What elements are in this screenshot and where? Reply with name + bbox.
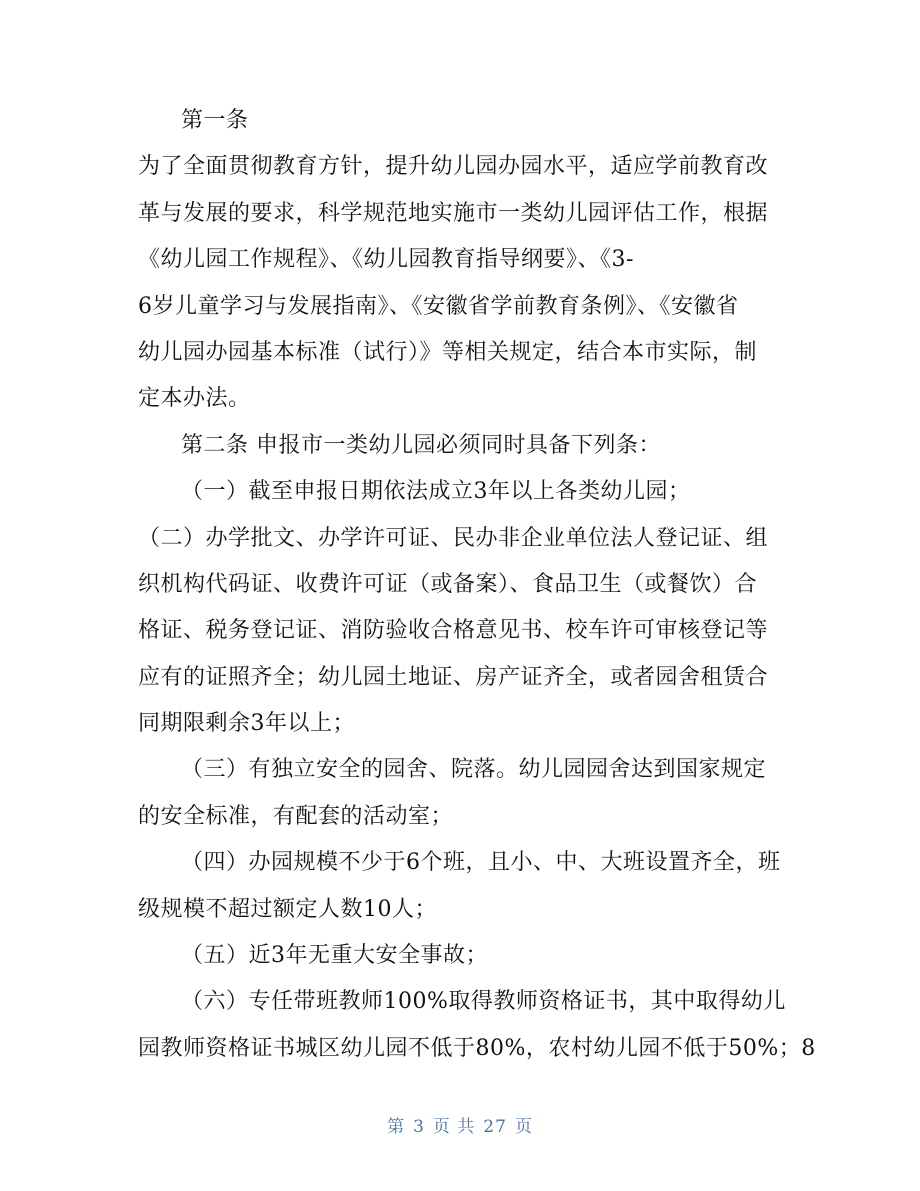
text-line: 为了全面贯彻教育方针，提升幼儿园办园水平，适应学前教育改 — [138, 154, 769, 180]
text-line: （六）专任带班教师100%取得教师资格证书，其中取得幼儿 — [181, 989, 786, 1015]
footer-page-number: 3 — [413, 1117, 425, 1137]
text-line: 园教师资格证书城区幼儿园不低于80%，农村幼儿园不低于50%；8 — [138, 1035, 816, 1061]
footer-prefix: 第 — [387, 1117, 406, 1137]
text-line: 织机构代码证、收费许可证（或备案）、食品卫生（或餐饮）合 — [138, 571, 758, 597]
footer-suffix: 页 — [514, 1117, 533, 1137]
page-footer — [0, 1112, 920, 1137]
text-line: 格证、税务登记证、消防验收合格意见书、校车许可审核登记等 — [138, 618, 769, 644]
text-line: 同期限剩余3年以上； — [138, 711, 355, 737]
text-line: 6岁儿童学习与发展指南》、《安徽省学前教育条例》、《安徽省 — [138, 293, 739, 319]
text-line: 的安全标准，有配套的活动室； — [138, 803, 454, 829]
text-line: 定本办法。 — [138, 386, 251, 412]
text-line: （二）办学批文、办学许可证、民办非企业单位法人登记证、组 — [138, 525, 769, 551]
text-line: （五）近3年无重大安全事故； — [181, 943, 488, 969]
text-line: 第一条 — [181, 108, 249, 133]
text-line: （四）办园规模不少于6个班，且小、中、大班设置齐全，班 — [181, 850, 781, 876]
text-line: 革与发展的要求，科学规范地实施市一类幼儿园评估工作，根据 — [138, 200, 769, 226]
footer-total-pages: 27 — [483, 1117, 507, 1137]
text-line: （三）有独立安全的园舍、院落。幼儿园园舍达到国家规定 — [181, 757, 767, 783]
text-line: 级规模不超过额定人数10人； — [138, 896, 437, 922]
text-line: 应有的证照齐全；幼儿园土地证、房产证齐全，或者园舍租赁合 — [138, 664, 769, 690]
document-body — [138, 98, 816, 1072]
footer-middle: 页 共 — [432, 1117, 476, 1137]
text-line: 《幼儿园工作规程》、《幼儿园教育指导纲要》、《3- — [138, 247, 634, 273]
text-line: 幼儿园办园基本标准（试行）》等相关规定，结合本市实际，制 — [138, 339, 758, 365]
text-line: （一）截至申报日期依法成立3年以上各类幼儿园； — [181, 479, 691, 505]
text-line: 第二条 申报市一类幼儿园必须同时具备下列条： — [181, 432, 661, 458]
